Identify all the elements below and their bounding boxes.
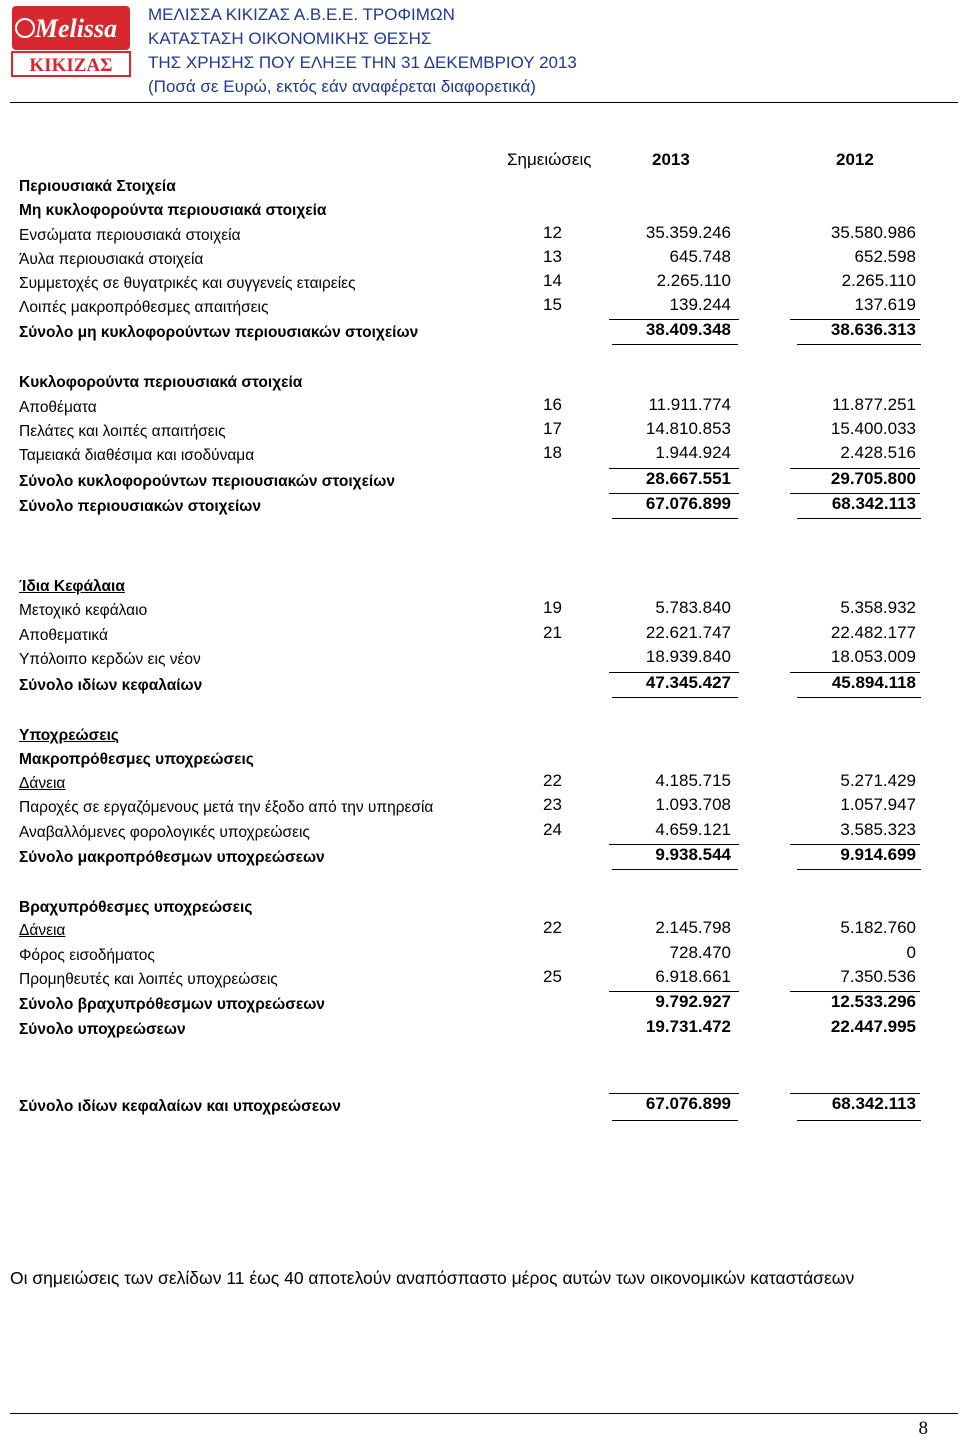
row-label: Λοιπές μακροπρόθεσμες απαιτήσεις [19,299,269,316]
value-2013: 11.911.774 [648,395,731,414]
footer-divider [10,1413,958,1414]
row-note: 22 [543,771,562,790]
total-underline [612,697,738,698]
value-2012: 652.598 [854,247,916,266]
value-2012: 35.580.986 [830,223,916,242]
notes-column-header: Σημειώσεις [507,150,592,169]
value-2013: 28.667.551 [645,469,731,488]
value-2012: 68.342.113 [831,1094,916,1113]
value-2013: 4.185.715 [655,771,731,790]
row-note: 24 [543,820,562,839]
row-label: Σύνολο ιδίων κεφαλαίων και υποχρεώσεων [19,1098,341,1115]
total-underline [797,869,921,870]
row-note: 12 [543,223,562,242]
value-2013: 2.145.798 [655,918,731,937]
row-label: Μακροπρόθεσμες υποχρεώσεις [19,751,254,768]
row-label: Δάνεια [19,775,66,792]
value-2013: 67.076.899 [645,494,731,513]
value-2012: 9.914.699 [840,845,916,864]
value-2012: 18.053.009 [830,647,916,666]
row-note: 17 [543,419,562,438]
svg-text:Melissa: Melissa [34,14,118,43]
value-2012: 0 [906,943,916,962]
year-2012-column-header: 2012 [836,150,874,169]
row-label: Υποχρεώσεις [19,727,119,744]
row-label: Σύνολο βραχυπρόθεσμων υποχρεώσεων [19,996,325,1013]
statement-period: ΤΗΣ ΧΡΗΣΗΣ ΠΟΥ ΕΛΗΞΕ ΤΗΝ 31 ΔΕΚΕΜΒΡΙΟΥ 2013 [148,53,577,72]
row-note: 19 [543,598,562,617]
value-2012: 2.265.110 [841,271,916,290]
table-row [0,374,960,398]
row-label: Πελάτες και λοιπές απαιτήσεις [19,423,226,440]
value-2013: 9.792.927 [655,992,731,1011]
value-2012: 15.400.033 [830,419,916,438]
currency-note: (Ποσά σε Ευρώ, εκτός εάν αναφέρεται διαφορετικά) [148,77,536,96]
value-2012: 38.636.313 [830,320,916,339]
total-underline [797,697,921,698]
footnote: Οι σημειώσεις των σελίδων 11 έως 40 αποτελούν αναπόσπαστο μέρος αυτών των οικονομικών καταστάσεων [10,1268,855,1288]
total-underline [797,344,921,345]
value-2012: 68.342.113 [831,494,916,513]
row-note: 18 [543,443,562,462]
year-2013-column-header: 2013 [652,150,690,169]
table-row [0,751,960,775]
row-note: 21 [543,623,562,642]
row-label: Σύνολο κυκλοφορούντων περιουσιακών στοιχείων [19,473,395,490]
value-2013: 47.345.427 [645,673,731,692]
row-label: Κυκλοφορούντα περιουσιακά στοιχεία [19,374,303,391]
table-row [0,623,960,651]
row-label: Σύνολο υποχρεώσεων [19,1021,186,1038]
row-label: Υπόλοιπο κερδών εις νέον [19,651,201,668]
value-2013: 645.748 [669,247,731,266]
row-label: Αναβαλλόμενες φορολογικές υποχρεώσεις [19,824,310,841]
table-row [0,795,960,823]
svg-text:ΚΙΚΙΖΑΣ: ΚΙΚΙΖΑΣ [29,55,113,76]
row-note: 25 [543,967,562,986]
total-underline [797,518,921,519]
table-row [0,899,960,923]
value-2012: 12.533.296 [830,992,916,1011]
value-2013: 1.944.924 [655,443,731,462]
row-label: Αποθεματικά [19,627,108,644]
row-label: Φόρος εισοδήματος [19,947,155,964]
row-label: Ταμειακά διαθέσιμα και ισοδύναμα [19,447,255,464]
row-note: 13 [543,247,562,266]
table-row [0,395,960,423]
value-2012: 1.057.947 [840,795,916,814]
section-heading [0,578,960,602]
value-2012: 137.619 [854,295,916,314]
value-2013: 5.783.840 [655,598,731,617]
value-2013: 22.621.747 [645,623,731,642]
value-2013: 35.359.246 [645,223,731,242]
row-label: Άυλα περιουσιακά στοιχεία [19,251,204,268]
value-2012: 45.894.118 [831,673,916,692]
company-name: ΜΕΛΙΣΣΑ ΚΙΚΙΖΑΣ Α.Β.Ε.Ε. ΤΡΟΦΙΜΩΝ [148,5,455,24]
total-underline [612,518,738,519]
total-underline [797,1120,921,1121]
grand-total-row [0,1094,960,1122]
table-row [0,223,960,251]
row-label: Σύνολο μη κυκλοφορούντων περιουσιακών στοιχείων [19,324,419,341]
value-2013: 38.409.348 [645,320,731,339]
row-label: Μη κυκλοφορούντα περιουσιακά στοιχεία [19,202,327,219]
total-underline [612,344,738,345]
total-underline [612,869,738,870]
value-2013: 14.810.853 [645,419,731,438]
value-2013: 728.470 [669,943,731,962]
value-2012: 7.350.536 [840,967,916,986]
row-label: Σύνολο ιδίων κεφαλαίων [19,677,203,694]
melissa-logo [10,4,132,78]
row-label: Προμηθευτές και λοιπές υποχρεώσεις [19,971,278,988]
table-row [0,202,960,226]
row-label: Δάνεια [19,922,66,939]
row-note: 23 [543,795,562,814]
table-row [0,271,960,299]
value-2013: 6.918.661 [655,967,731,986]
value-2012: 2.428.516 [840,443,916,462]
row-note: 15 [543,295,562,314]
value-2012: 22.482.177 [830,623,916,642]
value-2012: 5.182.760 [840,918,916,937]
value-2012: 29.705.800 [830,469,916,488]
row-label: Μετοχικό κεφάλαιο [19,602,148,619]
table-row [0,918,960,946]
page-number: 8 [918,1418,928,1439]
value-2012: 5.358.932 [840,598,916,617]
total-underline [612,1120,738,1121]
row-label: Σύνολο μακροπρόθεσμων υποχρεώσεων [19,849,325,866]
row-label: Παροχές σε εργαζόμενους μετά την έξοδο από την υπηρεσία [19,799,434,816]
header-divider [10,102,958,103]
table-row [0,943,960,971]
row-label: Αποθέματα [19,399,97,416]
total-row [0,992,960,1020]
value-2013: 2.265.110 [656,271,731,290]
value-2013: 18.939.840 [645,647,731,666]
table-row [0,598,960,626]
total-row [0,1017,960,1045]
statement-title: ΚΑΤΑΣΤΑΣΗ ΟΙΚΟΝΟΜΙΚΗΣ ΘΕΣΗΣ [148,29,432,48]
value-2012: 22.447.995 [830,1017,916,1036]
value-2012: 5.271.429 [840,771,916,790]
value-2013: 9.938.544 [655,845,731,864]
table-row [0,247,960,275]
row-label: Ενσώματα περιουσιακά στοιχεία [19,227,241,244]
row-label: Συμμετοχές σε θυγατρικές και συγγενείς εταιρείες [19,275,356,292]
value-2013: 4.659.121 [655,820,731,839]
value-2012: 11.877.251 [832,395,916,414]
row-label: Σύνολο περιουσιακών στοιχείων [19,498,261,515]
table-row [0,178,960,202]
value-2013: 67.076.899 [645,1094,731,1113]
row-label: Βραχυπρόθεσμες υποχρεώσεις [19,899,253,916]
value-2013: 19.731.472 [645,1017,731,1036]
row-note: 22 [543,918,562,937]
table-row [0,419,960,447]
row-note: 14 [543,271,562,290]
row-label: Περιουσιακά Στοιχεία [19,178,176,195]
value-2013: 139.244 [669,295,731,314]
row-note: 16 [543,395,562,414]
table-row [0,771,960,799]
section-heading [0,727,960,751]
value-2012: 3.585.323 [840,820,916,839]
value-2013: 1.093.708 [655,795,731,814]
row-label: Ίδια Κεφάλαια [19,578,125,595]
